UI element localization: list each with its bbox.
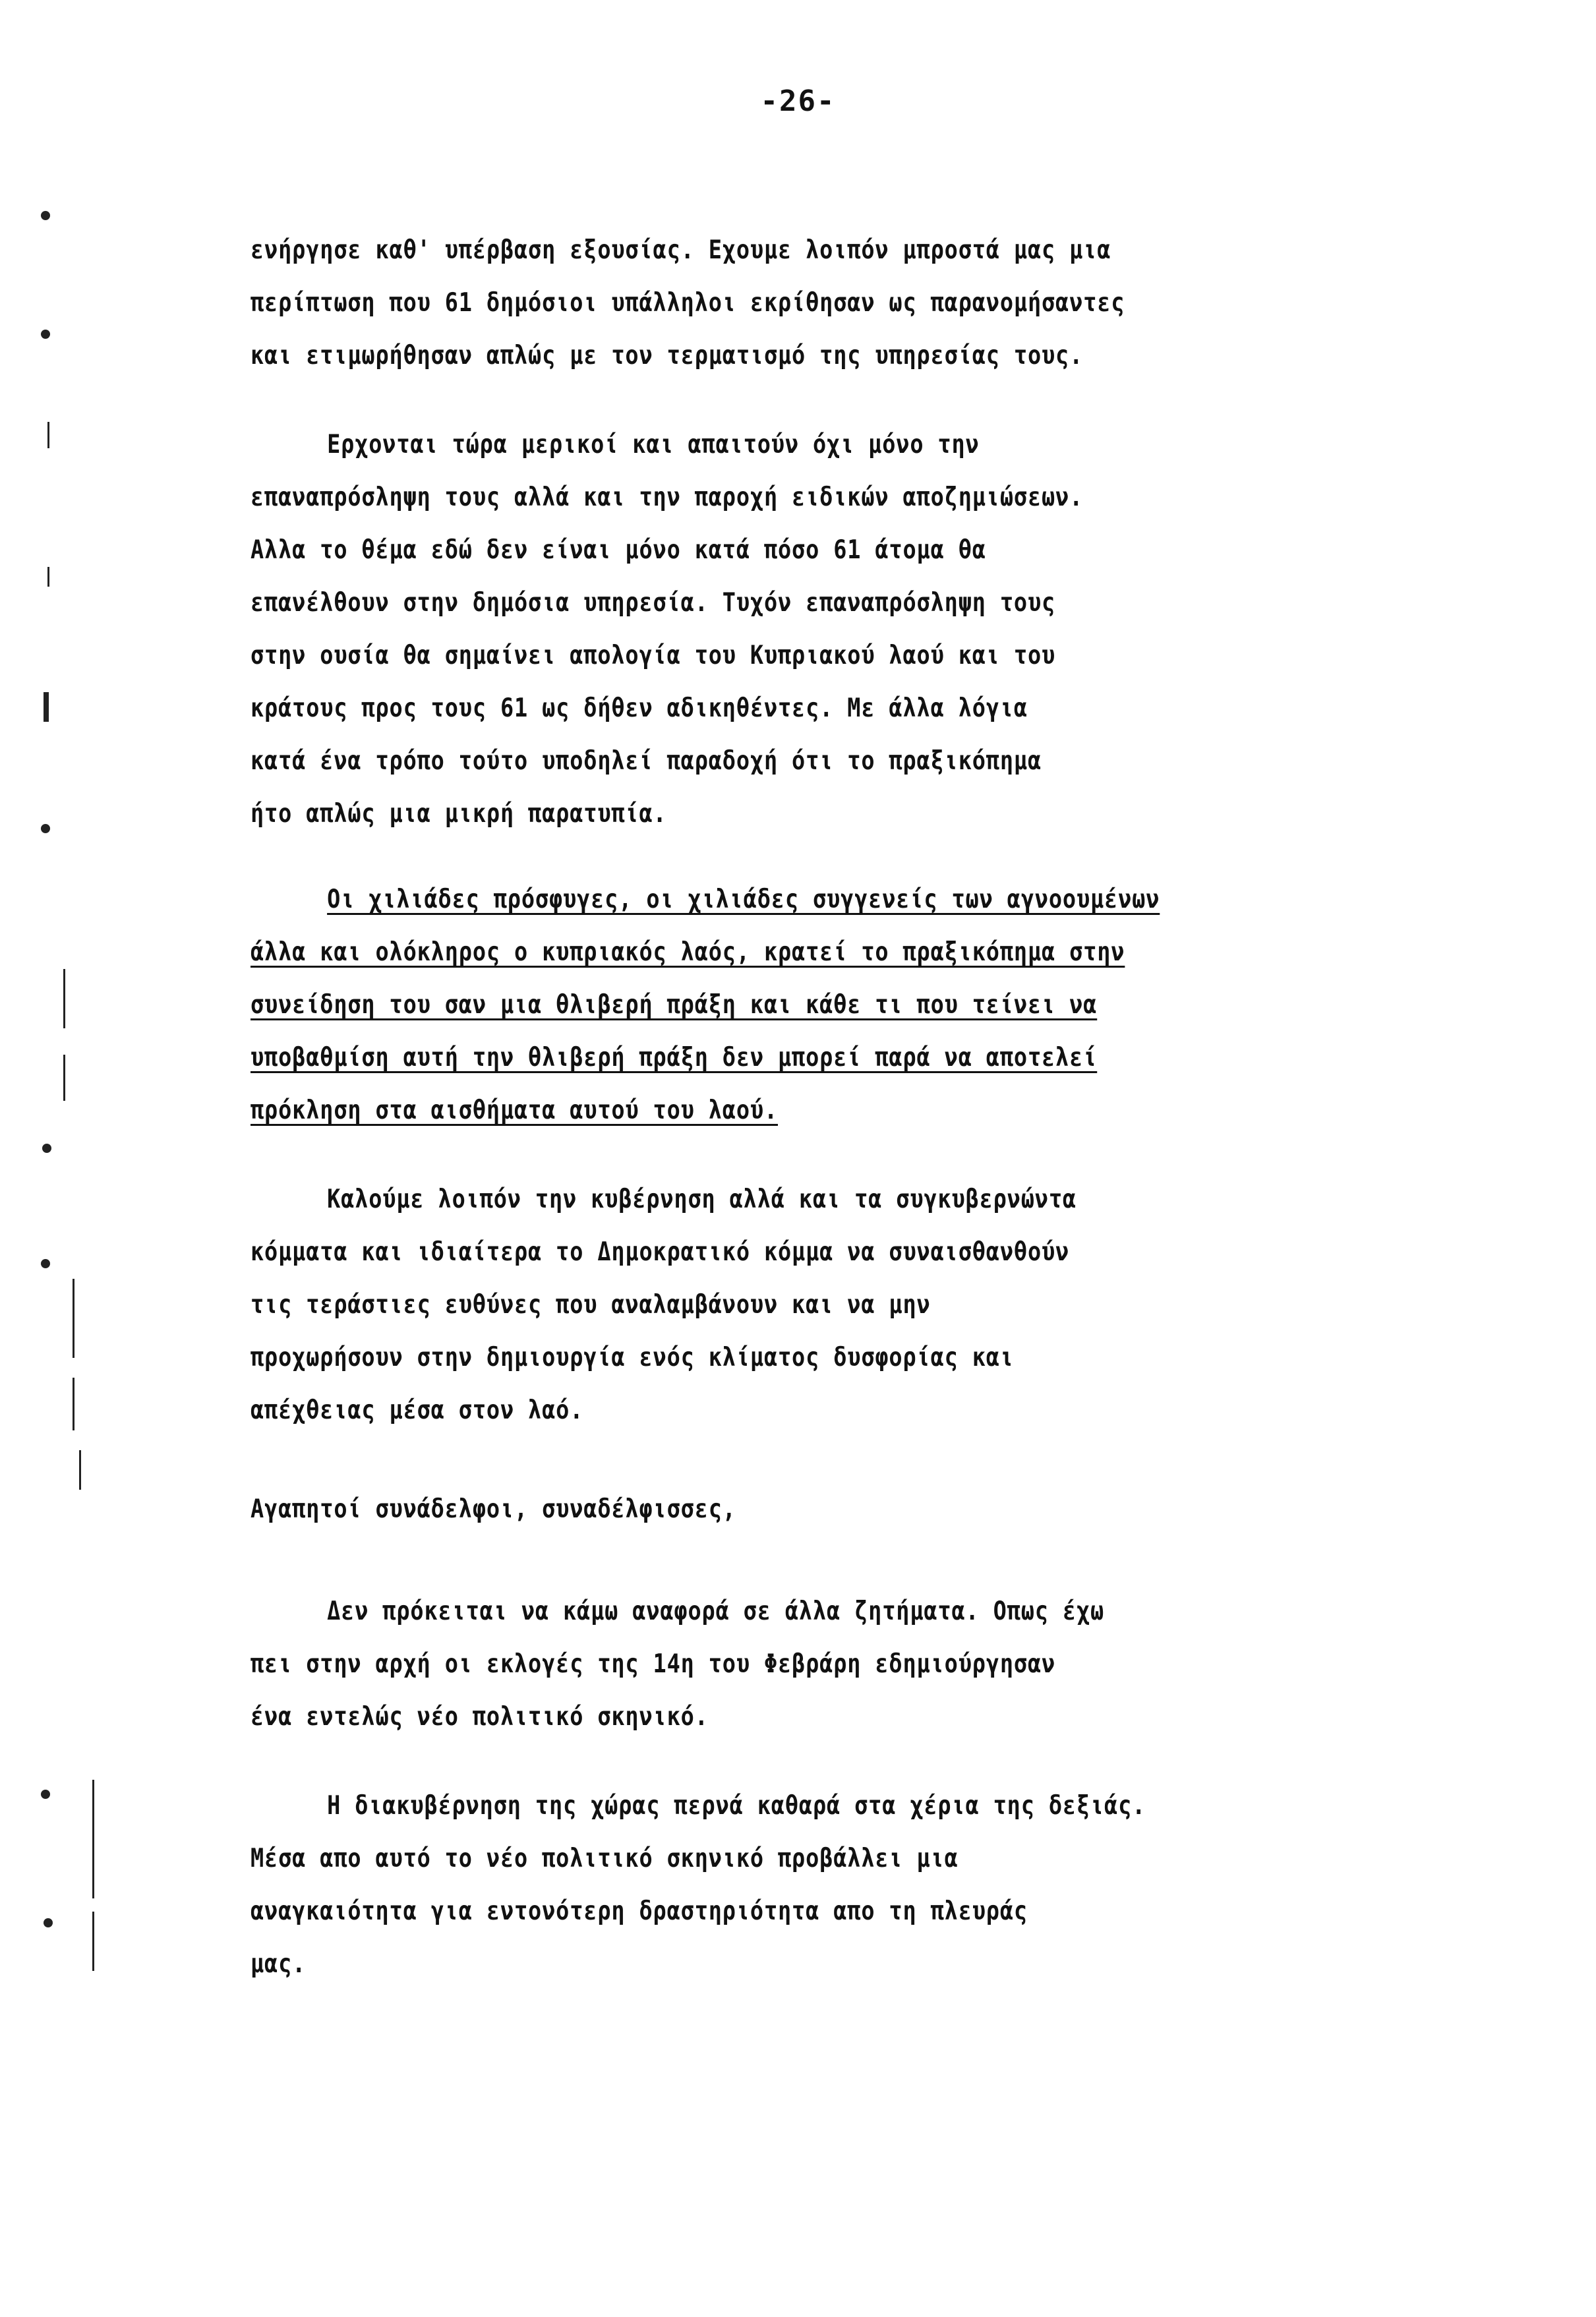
text-line: επαναπρόσληψη τους αλλά και την παροχή ειδικών αποζημιώσεων. [251, 483, 1084, 512]
paragraph-4 [251, 1187, 1338, 1450]
text-line: ένα εντελώς νέο πολιτικό σκηνικό. [251, 1702, 709, 1732]
paragraph-7 [251, 1793, 1338, 2004]
text-line: τις τεράστιες ευθύνες που αναλαμβάνουν και να μην [251, 1290, 931, 1320]
paragraph-3-underlined [251, 887, 1338, 1150]
text-line: αναγκαιότητα για εντονότερη δραστηριότητα απο τη πλευράς [251, 1896, 1028, 1926]
scan-margin-line [73, 1279, 74, 1358]
text-line: Οι χιλιάδες πρόσφυγες, οι χιλιάδες συγγενείς των αγνοουμένων [327, 885, 1160, 914]
scan-mark [41, 211, 50, 220]
text-line: κατά ένα τρόπο τούτο υποδηλεί παραδοχή ότι το πραξικόπημα [251, 746, 1042, 776]
text-line: Δεν πρόκειται να κάμω αναφορά σε άλλα ζητήματα. Οπως έχω [327, 1597, 1105, 1626]
scan-margin-line [47, 567, 49, 587]
text-line: ενήργησε καθ' υπέρβαση εξουσίας. Εχουμε λοιπόν μπροστά μας μια [251, 235, 1111, 265]
text-line: υποβαθμίση αυτή την θλιβερή πράξη δεν μπορεί παρά να αποτελεί [251, 1043, 1098, 1072]
scan-margin-line [63, 969, 65, 1028]
scan-margin-line [63, 1055, 65, 1101]
text-line: Αγαπητοί συνάδελφοι, συναδέλφισσες, [251, 1494, 736, 1524]
text-line: πρόκληση στα αισθήματα αυτού του λαού. [251, 1096, 779, 1125]
scan-margin-line [79, 1450, 81, 1490]
scan-mark [41, 330, 50, 339]
text-line: Καλούμε λοιπόν την κυβέρνηση αλλά και τα συγκυβερνώντα [327, 1185, 1077, 1214]
text-line: προχωρήσουν στην δημιουργία ενός κλίματος δυσφορίας και [251, 1343, 1014, 1372]
scan-margin-line [47, 422, 49, 448]
scan-mark [41, 1259, 50, 1268]
text-line: απέχθειας μέσα στον λαό. [251, 1395, 584, 1425]
page-number: -26- [760, 84, 836, 118]
scan-margin-line [92, 1780, 94, 1898]
scan-mark [41, 824, 50, 833]
text-line: Μέσα απο αυτό το νέο πολιτικό σκηνικό προβάλλει μια [251, 1844, 959, 1873]
salutation [251, 1496, 1338, 1549]
scan-mark [41, 1790, 50, 1799]
scan-margin-line [92, 1912, 94, 1971]
paragraph-6 [251, 1598, 1338, 1757]
paragraph-1 [251, 237, 1338, 396]
text-line: κόμματα και ιδιαίτερα το Δημοκρατικό κόμμα να συναισθανθούν [251, 1237, 1070, 1267]
text-line: κράτους προς τους 61 ως δήθεν αδικηθέντες. Με άλλα λόγια [251, 693, 1028, 723]
scan-mark [42, 1144, 51, 1153]
text-line: Ερχονται τώρα μερικοί και απαιτούν όχι μόνο την [327, 430, 980, 459]
text-line: Η διακυβέρνηση της χώρας περνά καθαρά στα χέρια της δεξιάς. [327, 1791, 1146, 1821]
scan-mark [44, 1918, 53, 1927]
text-line: μας. [251, 1949, 307, 1979]
scan-margin-line [44, 692, 49, 722]
paragraph-2 [251, 432, 1338, 854]
scan-margin-line [73, 1378, 74, 1430]
text-line: επανέλθουν στην δημόσια υπηρεσία. Τυχόν επαναπρόσληψη τους [251, 588, 1056, 618]
text-line: και ετιμωρήθησαν απλώς με τον τερματισμό της υπηρεσίας τους. [251, 341, 1084, 370]
text-line: άλλα και ολόκληρος ο κυπριακός λαός, κρατεί το πραξικόπημα στην [251, 937, 1125, 967]
text-line: πει στην αρχή οι εκλογές της 14η του Φεβράρη εδημιούργησαν [251, 1649, 1056, 1679]
text-line: συνείδηση του σαν μια θλιβερή πράξη και κάθε τι που τείνει να [251, 990, 1098, 1020]
text-line: ήτο απλώς μια μικρή παρατυπία. [251, 799, 667, 829]
text-line: Αλλα το θέμα εδώ δεν είναι μόνο κατά πόσο 61 άτομα θα [251, 535, 986, 565]
text-line: περίπτωση που 61 δημόσιοι υπάλληλοι εκρίθησαν ως παρανομήσαντες [251, 288, 1125, 318]
text-line: στην ουσία θα σημαίνει απολογία του Κυπριακού λαού και του [251, 641, 1056, 670]
